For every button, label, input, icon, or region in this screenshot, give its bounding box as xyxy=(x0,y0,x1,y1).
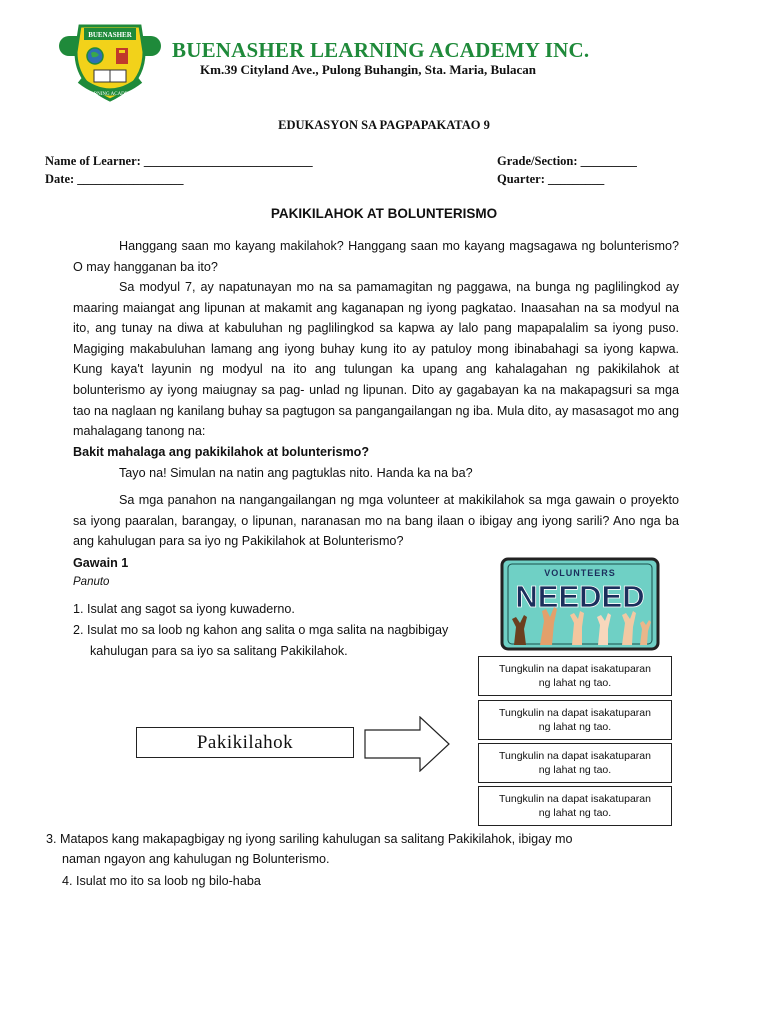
pakikilahok-word-box: Pakikilahok xyxy=(136,727,354,758)
paragraph-simulan: Tayo na! Simulan na natin ang pagtuklas nito. Handa ka na ba? xyxy=(119,466,473,480)
school-logo xyxy=(58,22,162,102)
right-arrow-icon xyxy=(364,716,450,772)
instruction-3-line-2: naman ngayon ang kahulugan ng Bolunterismo. xyxy=(62,852,330,866)
gawain-title: Gawain 1 xyxy=(73,556,129,570)
paragraph-intro: Hanggang saan mo kayang makilahok? Hanggang saan mo kayang magsagawa ng bolunterismo? O may hangganan ba ito? xyxy=(73,239,679,274)
key-question: Bakit mahalaga ang pakikilahok at bolunterismo? xyxy=(73,445,370,459)
lesson-title: PAKIKILAHOK AT BOLUNTERISMO xyxy=(270,206,498,221)
name-of-learner-field: Name of Learner: ___________________________ xyxy=(45,154,313,168)
instruction-2-line-1: 2. Isulat mo sa loob ng kahon ang salita o mga salita na nagbibigay xyxy=(73,623,449,637)
quarter-field: Quarter: _________ xyxy=(497,172,605,186)
instruction-1: 1. Isulat ang sagot sa iyong kuwaderno. xyxy=(73,602,295,616)
logo-text-bottom: LEARNING ACADEMY xyxy=(84,92,136,97)
definition-box-1[interactable]: Tungkulin na dapat isakatuparan ng lahat ng tao. xyxy=(478,656,672,696)
paragraph-panahon: Sa mga panahon na nangangailangan ng mga volunteer at makikilahok sa mga gawain o proyekto sa iyong paaralan, barangay, o lipunan, naranasan mo na bang ilaan o ibigay ang iyong sarili? Ano nga ba ang kahulugan para sa iyo ng Pakikilahok at Bolunterismo? xyxy=(73,493,679,549)
school-address: Km.39 Cityland Ave., Pulong Buhangin, Sta. Maria, Bulacan xyxy=(200,62,537,77)
poster-top-text: VOLUNTEERS xyxy=(544,568,616,578)
paragraph-modyul: Sa modyul 7, ay napatunayan mo na sa pamamagitan ng paggawa, na bunga ng paglilingkod ay maaring maiangat ang lipunan at makamit ang kaganapan ng iyong pagkatao. Inaasahan na sa modyul na ito, ang tunay na diwa at kabuluhan ng paglilingkod sa kapwa ay lalo pang mapapalalim sa iyong puso. Magiging makabuluhan lamang ang iyong buhay kung ito ay patuloy mong ibinabahagi sa iyong kapwa. Kung kaya't layunin ng modyul na ito ang tulungan ka upang ang kahalagahan ng pakikilahok at bolunterismo ay iyong maiugnay sa pag- unlad ng lipunan. Dito ay gagabayan ka na makapagsuri sa mga tao na naglaan ng kanilang buhay sa pagtugon sa pangangailangan ng iba. Mula dito, ay masasagot mo ang mahalagang tanong na: xyxy=(73,280,679,439)
school-name: BUENASHER LEARNING ACADEMY INC. xyxy=(172,38,590,62)
instruction-2-line-2: kahulugan para sa iyo sa salitang Pakikilahok. xyxy=(90,644,348,658)
date-field: Date: _________________ xyxy=(45,172,184,186)
grade-section-field: Grade/Section: _________ xyxy=(497,154,637,168)
definition-box-4[interactable]: Tungkulin na dapat isakatuparan ng lahat ng tao. xyxy=(478,786,672,826)
definition-box-2[interactable]: Tungkulin na dapat isakatuparan ng lahat ng tao. xyxy=(478,700,672,740)
logo-text-top: BUENASHER xyxy=(88,31,132,39)
instruction-4: 4. Isulat mo ito sa loob ng bilo-haba xyxy=(62,874,261,888)
subject-title: EDUKASYON SA PAGPAPAKATAO 9 xyxy=(278,118,490,132)
poster-main-text: NEEDED xyxy=(515,579,645,614)
panuto-label: Panuto xyxy=(73,576,110,588)
instruction-3-line-1: 3. Matapos kang makapagbigay ng iyong sariling kahulugan sa salitang Pakikilahok, ibigay mo xyxy=(46,832,573,846)
volunteers-needed-image xyxy=(500,557,660,651)
definition-box-3[interactable]: Tungkulin na dapat isakatuparan ng lahat ng tao. xyxy=(478,743,672,783)
